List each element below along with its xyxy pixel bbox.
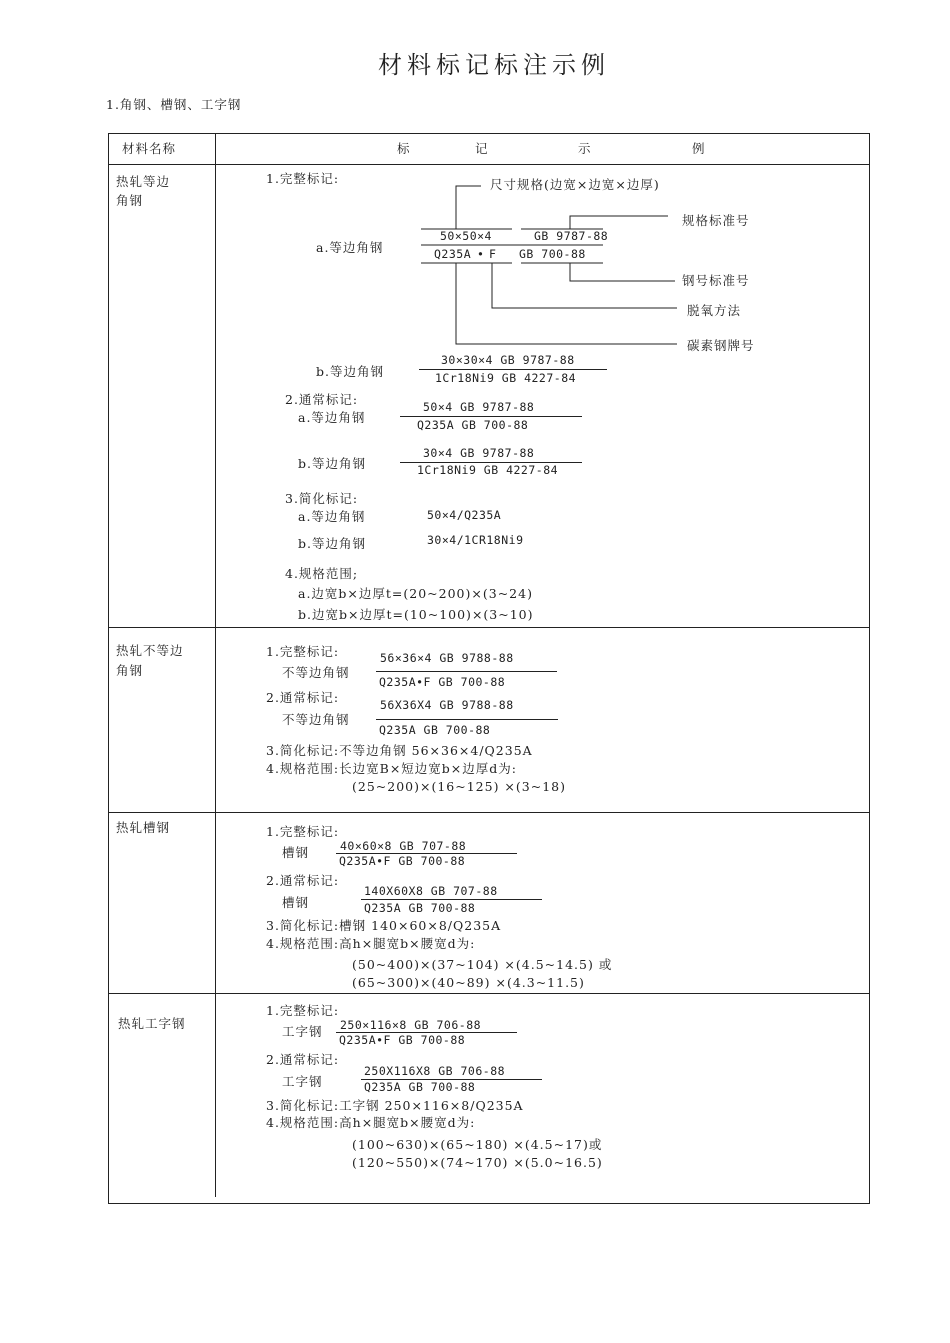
header-char: 例: [692, 141, 706, 156]
fraction-bar: [376, 719, 558, 720]
simple-b-value: 30×4/1CR18Ni9: [427, 533, 524, 547]
fraction-denominator: Q235A GB 700-88: [364, 1080, 476, 1094]
header-char: 标: [397, 141, 411, 156]
range-heading: 4.规格范围;: [285, 566, 359, 581]
fraction-denominator: Q235A GB 700-88: [417, 418, 529, 432]
material-name: 角钢: [116, 193, 144, 208]
fraction-bar: [361, 899, 542, 900]
simple-a-value: 50×4/Q235A: [427, 508, 502, 522]
fraction-numerator: 30×4 GB 9787-88: [423, 446, 535, 460]
full-mark-heading: 1.完整标记:: [266, 1003, 340, 1018]
fraction-numerator: 30×30×4 GB 9787-88: [441, 353, 575, 367]
mark-grade: Q235A: [434, 247, 472, 261]
fraction-numerator: 40×60×8 GB 707-88: [340, 839, 467, 853]
full-mark-heading: 1.完整标记:: [266, 824, 340, 839]
mark-deoxidation: F: [489, 247, 497, 261]
fraction-numerator: 250×116×8 GB 706-88: [340, 1018, 482, 1032]
range-heading: 4.规格范围:长边宽B×短边宽b×边厚d为:: [266, 761, 517, 776]
mark-a-label: a.等边角钢: [316, 240, 384, 255]
section-heading: 1.角钢、槽钢、工字钢: [106, 97, 242, 112]
fraction-denominator: 1Cr18Ni9 GB 4227-84: [435, 371, 577, 385]
usual-mark-type: 槽钢: [282, 895, 310, 910]
page-title: 材料标记标注示例: [378, 51, 610, 79]
usual-mark-heading: 2.通常标记:: [266, 873, 340, 888]
full-mark-heading: 1.完整标记:: [266, 644, 340, 659]
callout-size: 尺寸规格(边宽×边宽×边厚): [490, 177, 660, 192]
fraction-denominator: Q235A•F GB 700-88: [339, 854, 466, 868]
fraction-numerator: 50×4 GB 9787-88: [423, 400, 535, 414]
full-mark-heading: 1.完整标记:: [266, 171, 340, 186]
fraction-denominator: Q235A•F GB 700-88: [379, 675, 506, 689]
mark-grade-standard: GB 700-88: [519, 247, 586, 261]
usual-mark-heading: 2.通常标记:: [266, 690, 340, 705]
full-mark-type: 槽钢: [282, 845, 310, 860]
simple-mark: 3.简化标记:工字钢 250×116×8/Q235A: [266, 1098, 524, 1113]
usual-b-label: b.等边角钢: [298, 456, 366, 471]
mark-spec-standard: GB 9787-88: [534, 229, 609, 243]
mark-dot: •: [477, 247, 485, 261]
material-name: 热轧槽钢: [116, 820, 171, 835]
range-values: (120~550)×(74~170) ×(5.0~16.5): [352, 1155, 603, 1170]
full-mark-type: 不等边角钢: [282, 665, 350, 680]
range-a: a.边宽b×边厚t=(20~200)×(3~24): [298, 586, 533, 601]
range-heading: 4.规格范围:高h×腿宽b×腰宽d为:: [266, 1115, 476, 1130]
material-name: 热轧等边: [116, 174, 171, 189]
fraction-denominator: Q235A GB 700-88: [379, 723, 491, 737]
callout-grade-standard: 钢号标准号: [682, 273, 750, 288]
material-name: 热轧工字钢: [118, 1016, 186, 1031]
usual-a-label: a.等边角钢: [298, 410, 366, 425]
simple-mark: 3.简化标记:槽钢 140×60×8/Q235A: [266, 918, 502, 933]
fraction-denominator: Q235A GB 700-88: [364, 901, 476, 915]
header-char: 记: [475, 141, 489, 156]
simple-mark: 3.简化标记:不等边角钢 56×36×4/Q235A: [266, 743, 533, 758]
fraction-numerator: 250X116X8 GB 706-88: [364, 1064, 506, 1078]
simple-a-label: a.等边角钢: [298, 509, 366, 524]
range-values: (65~300)×(40~89) ×(4.3~11.5): [352, 975, 585, 990]
callout-spec-standard: 规格标准号: [682, 213, 750, 228]
usual-mark-heading: 2.通常标记:: [266, 1052, 340, 1067]
usual-mark-type: 工字钢: [282, 1074, 323, 1089]
mark-size: 50×50×4: [440, 229, 492, 243]
range-b: b.边宽b×边厚t=(10~100)×(3~10): [298, 607, 534, 622]
fraction-bar: [419, 369, 607, 370]
range-values: (100~630)×(65~180) ×(4.5~17)或: [352, 1137, 603, 1152]
fraction-numerator: 56×36×4 GB 9788-88: [380, 651, 514, 665]
usual-mark-heading: 2.通常标记:: [285, 392, 359, 407]
material-name: 热轧不等边: [116, 643, 184, 658]
mark-b-label: b.等边角钢: [316, 364, 384, 379]
fraction-bar: [376, 671, 557, 672]
range-heading: 4.规格范围:高h×腿宽b×腰宽d为:: [266, 936, 476, 951]
fraction-denominator: Q235A•F GB 700-88: [339, 1033, 466, 1047]
simple-b-label: b.等边角钢: [298, 536, 366, 551]
fraction-denominator: 1Cr18Ni9 GB 4227-84: [417, 463, 559, 477]
full-mark-type: 工字钢: [282, 1024, 323, 1039]
fraction-numerator: 140X60X8 GB 707-88: [364, 884, 498, 898]
range-values: (25~200)×(16~125) ×(3~18): [352, 779, 566, 794]
callout-carbon-grade: 碳素钢牌号: [687, 338, 755, 353]
range-values: (50~400)×(37~104) ×(4.5~14.5) 或: [352, 957, 613, 972]
simple-mark-heading: 3.简化标记:: [285, 491, 359, 506]
header-material-name: 材料名称: [122, 141, 177, 156]
fraction-bar: [400, 416, 582, 417]
fraction-numerator: 56X36X4 GB 9788-88: [380, 698, 514, 712]
usual-mark-type: 不等边角钢: [282, 712, 350, 727]
header-char: 示: [578, 141, 592, 156]
callout-deoxidation: 脱氧方法: [687, 303, 742, 318]
material-name: 角钢: [116, 663, 144, 678]
